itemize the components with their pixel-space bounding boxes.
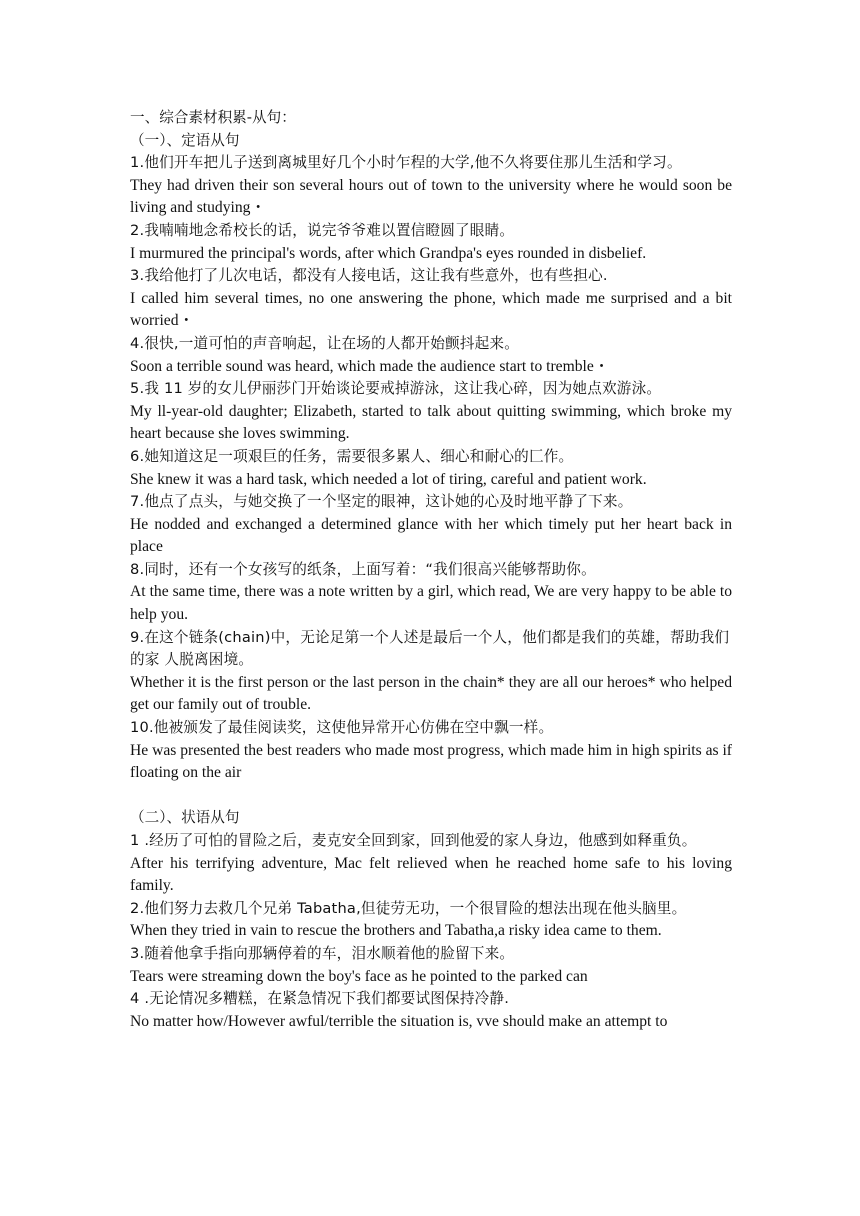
chinese-sentence: 7.他点了点头，与她交换了一个坚定的眼神，这讣她的心及时地平静了下来。 bbox=[130, 493, 633, 511]
english-sentence: She knew it was a hard task, which needed a lot of tiring, careful and patient work. bbox=[130, 470, 647, 488]
chinese-sentence: 9.在这个链条(chain)中，无论足第一个人述是最后一个人，他们都是我们的英雄，帮助我们的家 人脱离困境。 bbox=[130, 628, 730, 669]
chinese-sentence: 8.同时，还有一个女孩写的纸条，上面写着：“我们很高兴能够帮助你。 bbox=[130, 560, 596, 578]
english-sentence: My ll-year-old daughter; Elizabeth, started to talk about quitting swimming, which broke my heart because she loves swimming. bbox=[130, 402, 732, 443]
english-sentence: At the same time, there was a note written by a girl, which read, We are very happy to be able to help you. bbox=[130, 583, 732, 624]
english-sentence: He nodded and exchanged a determined glance with her which timely put her heart back in place bbox=[130, 515, 732, 556]
chinese-sentence: 1.他们开车把儿子送到离城里好几个小时乍程的大学,他不久将要住那儿生活和学习。 bbox=[130, 154, 682, 172]
chinese-sentence: 2.他们努力去救几个兄弟 Tabatha,但徒劳无功，一个很冒险的想法出现在他头脑里。 bbox=[130, 899, 687, 917]
section-heading: （一）、定语从句 bbox=[130, 131, 240, 149]
english-sentence: They had driven their son several hours out of town to the university where he would soon be living and studying・ bbox=[130, 176, 732, 217]
chinese-sentence: 6.她知道这足一项艰巨的任务，需要很多累人、细心和耐心的匚作。 bbox=[130, 447, 574, 465]
english-sentence: Tears were streaming down the boy's face as he pointed to the parked can bbox=[130, 967, 588, 985]
document-title: 一、综合素材积累-从句： bbox=[130, 109, 296, 126]
chinese-sentence: 2.我喃喃地念希校长的话，说完爷爷难以置信瞪圆了眼睛。 bbox=[130, 221, 515, 239]
section-heading: （二）、状语从句 bbox=[130, 809, 240, 827]
english-sentence: Soon a terrible sound was heard, which made the audience start to tremble・ bbox=[130, 357, 610, 375]
english-sentence: No matter how/However awful/terrible the situation is, vve should make an attempt to bbox=[130, 1012, 668, 1030]
english-sentence: I called him several times, no one answering the phone, which made me surprised and a bit worried・ bbox=[130, 289, 732, 330]
english-sentence: I murmured the principal's words, after which Grandpa's eyes rounded in disbelief. bbox=[130, 244, 647, 262]
english-sentence: After his terrifying adventure, Mac felt relieved when he reached home safe to his loving family. bbox=[130, 854, 732, 895]
chinese-sentence: 4.很快,一道可怕的声音响起，让在场的人都开始颤抖起来。 bbox=[130, 334, 520, 352]
section-spacer bbox=[130, 785, 732, 808]
chinese-sentence: 4 .无论情况多糟糕，在紧急情况下我们都要试图保持冷静. bbox=[130, 990, 510, 1008]
chinese-sentence: 3.随着他拿手指向那辆停着的车，泪水顺着他的脸留下来。 bbox=[130, 944, 515, 962]
chinese-sentence: 5.我 11 岁的女儿伊丽莎门开始谈论要戒掉游泳，这让我心碎，因为她点欢游泳。 bbox=[130, 380, 662, 398]
document-page bbox=[130, 107, 732, 1033]
chinese-sentence: 3.我给他打了儿次电话，都没有人接电话，这让我有些意外，也有些担心. bbox=[130, 267, 608, 285]
chinese-sentence: 10.他被颁发了最佳阅读奖，这使他异常开心仿佛在空中飘一样。 bbox=[130, 719, 554, 737]
english-sentence: When they tried in vain to rescue the brothers and Tabatha,a risky idea came to them. bbox=[130, 922, 662, 940]
english-sentence: He was presented the best readers who made most progress, which made him in high spirits as if floating on the air bbox=[130, 741, 732, 782]
chinese-sentence: 1 .经历了可怕的冒险之后，麦克安全回到家，回到他爱的家人身边，他感到如释重负。 bbox=[130, 832, 697, 849]
english-sentence: Whether it is the first person or the last person in the chain* they are all our heroes* who helped get our family out of trouble. bbox=[130, 673, 732, 714]
